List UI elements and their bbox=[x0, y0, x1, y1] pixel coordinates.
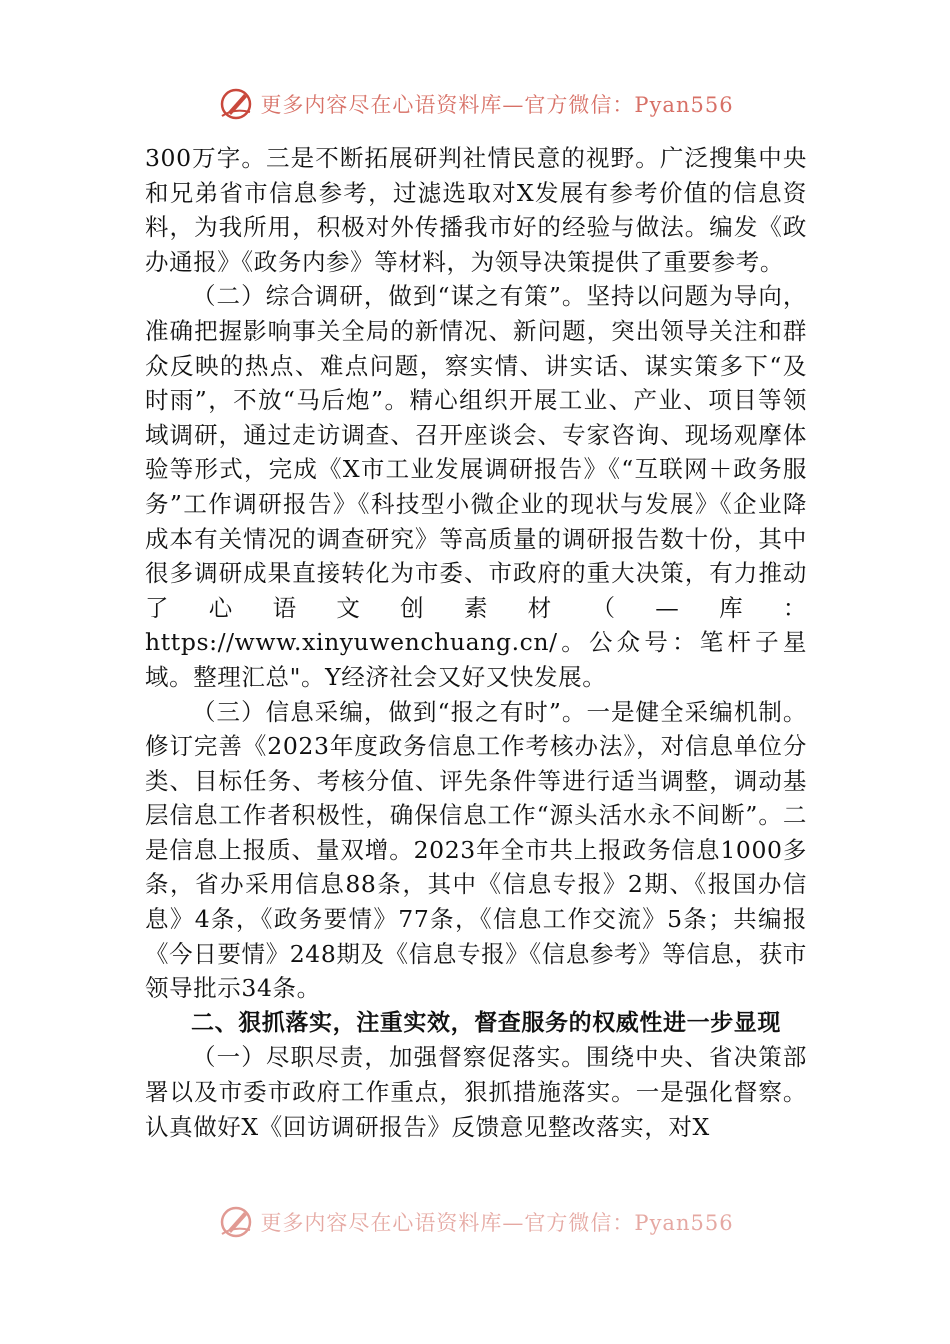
watermark-text-footer: 更多内容尽在心语资料库—官方微信：Pyan556 bbox=[260, 1211, 734, 1235]
paragraph-2: （二）综合调研，做到“谋之有策”。坚持以问题为导向，准确把握影响事关全局的新情况、新问题，突出领导关注和群众反映的热点、难点问题，察实情、讲实话、谋实策多下“及时雨”，不放“马后炮”。精心组织开展工业、产业、项目等领域调研，通过走访调查、召开座谈会、专家咨询、现场观摩体验等形式，完成《X市工业发展调研报告》《“互联网＋政务服务”工作调研报告》《科技型小微企业的现状与发展》《企业降成本有关情况的调查研究》等高质量的调研报告数十份，其中很多调研成果直接转化为市委、市政府的重大决策，有力推动了心语文创素材（—库：https://www.xinyuwenchuang.cn/。公众号：笔杆子星域。整理汇总"。Y经济社会又好又快发展。 bbox=[145, 282, 807, 691]
watermark-footer bbox=[0, 1202, 950, 1242]
document-body bbox=[145, 141, 807, 1144]
watermark-header bbox=[0, 84, 950, 124]
pen-logo-icon bbox=[216, 1204, 256, 1240]
paragraph-4: （一）尽职尽责，加强督察促落实。围绕中央、省决策部署以及市委市政府工作重点，狠抓措施落实。一是强化督察。认真做好X《回访调研报告》反馈意见整改落实，对X bbox=[145, 1043, 807, 1141]
paragraph-1: 300万字。三是不断拓展研判社情民意的视野。广泛搜集中央和兄弟省市信息参考，过滤选取对X发展有参考价值的信息资料，为我所用，积极对外传播我市好的经验与做法。编发《政办通报》《政务内参》等材料，为领导决策提供了重要参考。 bbox=[145, 144, 807, 276]
watermark-text: 更多内容尽在心语资料库—官方微信：Pyan556 bbox=[260, 93, 734, 117]
pen-logo-icon bbox=[216, 86, 256, 122]
paragraph-3: （三）信息采编，做到“报之有时”。一是健全采编机制。修订完善《2023年度政务信息工作考核办法》，对信息单位分类、目标任务、考核分值、评先条件等进行适当调整，调动基层信息工作者积极性，确保信息工作“源头活水永不间断”。二是信息上报质、量双增。2023年全市共上报政务信息1000多条，省办采用信息88条，其中《信息专报》2期、《报国办信息》4条，《政务要情》77条，《信息工作交流》5条；共编报《今日要情》248期及《信息专报》《信息参考》等信息，获市领导批示34条。 bbox=[145, 697, 807, 1003]
section-heading: 二、狠抓落实，注重实效，督查服务的权威性进一步显现 bbox=[191, 1009, 781, 1036]
